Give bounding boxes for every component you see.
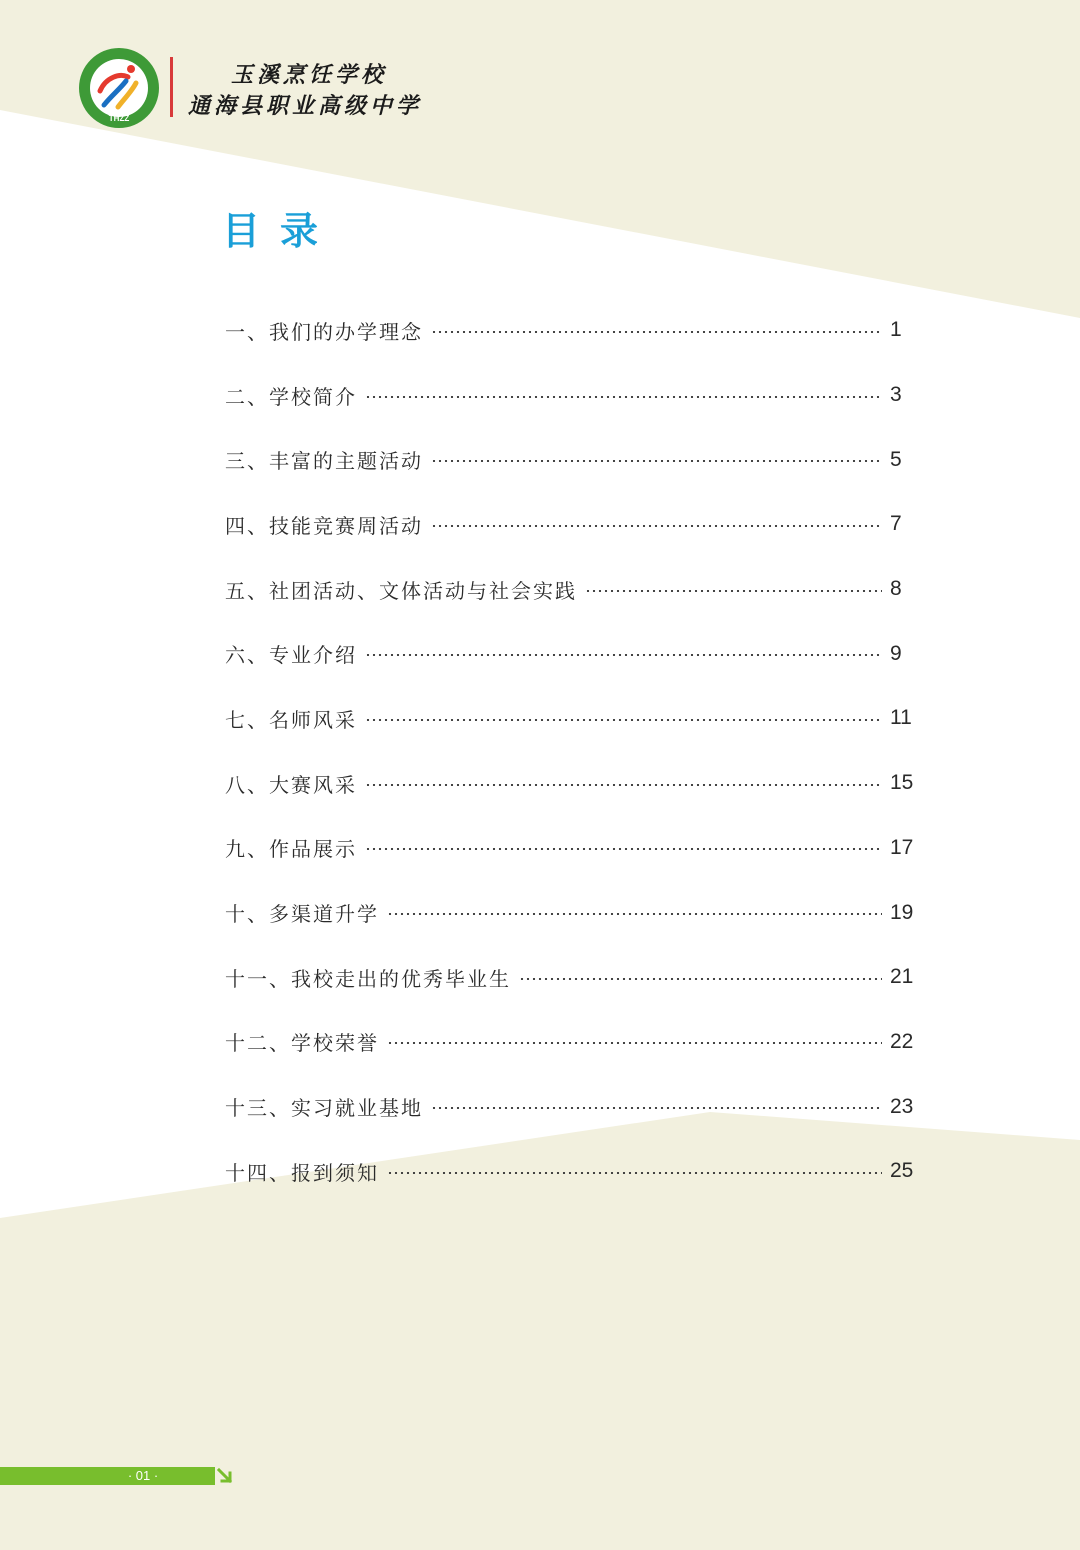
toc-entry-label: 六、专业介绍 xyxy=(225,643,357,668)
logo-text: THZZ xyxy=(108,114,130,123)
toc-entry[interactable] xyxy=(225,751,925,816)
page-number: · 01 · xyxy=(127,1468,159,1483)
school-emblem-icon xyxy=(78,47,160,129)
toc-entry-label: 十一、我校走出的优秀毕业生 xyxy=(225,966,511,991)
toc-dot-leader xyxy=(365,396,882,398)
toc-entry-page: 8 xyxy=(890,577,902,601)
toc-entry-page: 19 xyxy=(890,900,914,924)
toc-entry-label: 五、社团活动、文体活动与社会实践 xyxy=(225,578,577,603)
toc-dot-leader xyxy=(519,978,882,980)
toc-dot-leader xyxy=(387,1172,882,1174)
school-name-line2: 通海县职业高级中学 xyxy=(188,93,423,119)
toc-entry[interactable] xyxy=(225,298,925,363)
toc-dot-leader xyxy=(431,525,882,527)
toc-entry[interactable] xyxy=(225,363,925,428)
toc-entry[interactable] xyxy=(225,816,925,881)
toc-entry[interactable] xyxy=(225,686,925,751)
toc-entry-page: 5 xyxy=(890,447,902,471)
toc-entry-label: 二、学校简介 xyxy=(225,384,357,409)
toc-entry[interactable] xyxy=(225,1139,925,1204)
toc-entry-label: 四、技能竞赛周活动 xyxy=(225,513,423,538)
toc-entry-page: 25 xyxy=(890,1159,914,1183)
footer-bar xyxy=(0,1467,215,1485)
toc-entry[interactable] xyxy=(225,1010,925,1075)
toc-entry-page: 23 xyxy=(890,1094,914,1118)
toc-entry-page: 22 xyxy=(890,1029,914,1053)
toc-list xyxy=(225,298,925,1204)
toc-dot-leader xyxy=(365,784,882,786)
toc-dot-leader xyxy=(431,1107,882,1109)
toc-dot-leader xyxy=(387,1042,882,1044)
header-divider xyxy=(170,57,173,117)
toc-entry[interactable] xyxy=(225,1074,925,1139)
toc-entry-label: 十、多渠道升学 xyxy=(225,902,379,927)
toc-dot-leader xyxy=(585,590,882,592)
toc-dot-leader xyxy=(365,719,882,721)
toc-entry-page: 17 xyxy=(890,835,914,859)
toc-entry-label: 一、我们的办学理念 xyxy=(225,319,423,344)
school-name-line1: 玉溪烹饪学校 xyxy=(231,62,388,88)
toc-dot-leader xyxy=(431,331,882,333)
toc-dot-leader xyxy=(387,913,882,915)
toc-entry[interactable] xyxy=(225,621,925,686)
toc-dot-leader xyxy=(365,848,882,850)
toc-entry-label: 七、名师风采 xyxy=(225,707,357,732)
toc-entry-label: 九、作品展示 xyxy=(225,837,357,862)
toc-entry-page: 3 xyxy=(890,383,902,407)
toc-entry[interactable] xyxy=(225,427,925,492)
toc-entry-label: 三、丰富的主题活动 xyxy=(225,449,423,474)
toc-entry-page: 15 xyxy=(890,771,914,795)
toc-entry-page: 21 xyxy=(890,965,914,989)
toc-entry-label: 十四、报到须知 xyxy=(225,1160,379,1185)
arrow-down-right-icon xyxy=(216,1467,234,1485)
toc-entry-label: 十二、学校荣誉 xyxy=(225,1031,379,1056)
toc-entry-page: 11 xyxy=(890,706,912,730)
toc-entry-page: 7 xyxy=(890,512,902,536)
toc-entry-page: 1 xyxy=(890,318,902,342)
toc-entry-label: 十三、实习就业基地 xyxy=(225,1096,423,1121)
toc-dot-leader xyxy=(365,654,882,656)
toc-entry[interactable] xyxy=(225,557,925,622)
toc-entry[interactable] xyxy=(225,492,925,557)
toc-entry[interactable] xyxy=(225,880,925,945)
toc-title: 目录 xyxy=(222,209,339,253)
toc-entry-page: 9 xyxy=(890,641,902,665)
toc-entry[interactable] xyxy=(225,945,925,1010)
toc-entry-label: 八、大赛风采 xyxy=(225,772,357,797)
toc-dot-leader xyxy=(431,460,882,462)
